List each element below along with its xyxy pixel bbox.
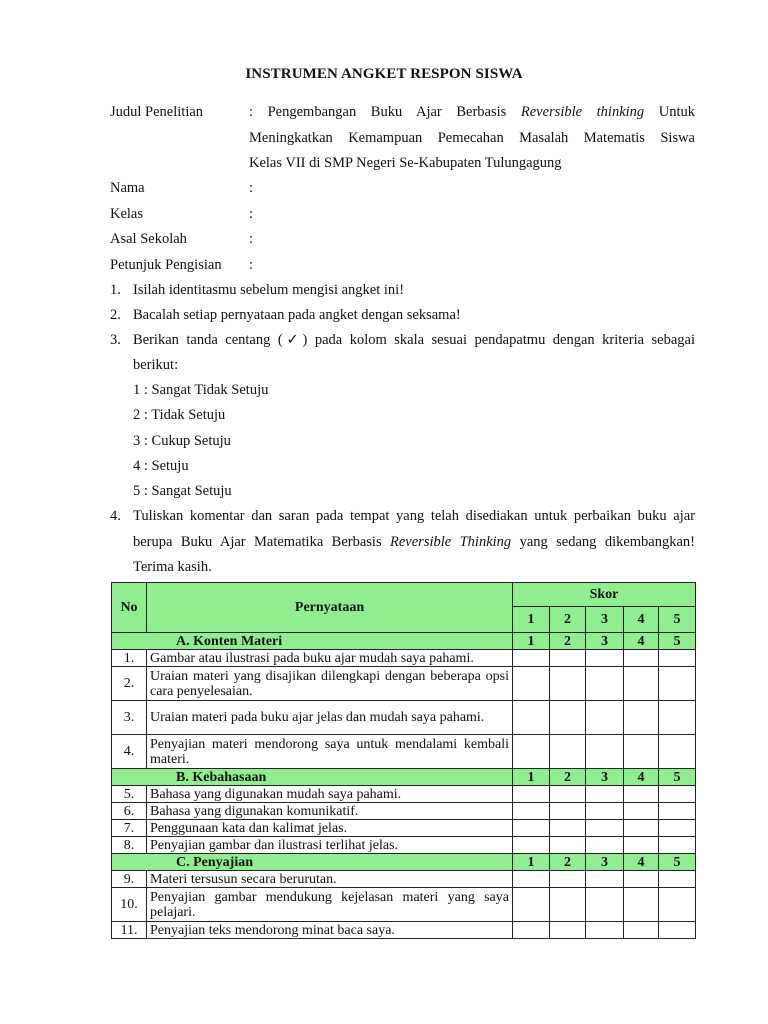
survey-table: [111, 582, 696, 939]
score-cell-5[interactable]: [659, 837, 696, 854]
scale-item-3: 3 : Cukup Setuju: [133, 433, 231, 449]
score-cell-5[interactable]: [659, 888, 696, 922]
table-row: [112, 820, 696, 837]
table-row: [112, 650, 696, 667]
score-cell-1[interactable]: [513, 837, 550, 854]
table-row: [112, 922, 696, 939]
score-cell-4[interactable]: [624, 803, 659, 820]
score-cell-1[interactable]: [513, 701, 550, 735]
score-cell-4[interactable]: [624, 820, 659, 837]
row-statement: Bahasa yang digunakan komunikatif.: [147, 803, 513, 820]
row-number: 5.: [112, 786, 147, 803]
section-c-score-4: 4: [624, 854, 659, 871]
row-statement: Materi tersusun secara berurutan.: [147, 871, 513, 888]
score-cell-3[interactable]: [586, 837, 624, 854]
instruction-2: Bacalah setiap pernyataan pada angket dengan seksama!: [133, 307, 461, 323]
score-cell-4[interactable]: [624, 667, 659, 701]
judul-line-1-pre: : Pengembangan Buku Ajar Berbasis: [249, 104, 507, 120]
score-cell-2[interactable]: [550, 922, 586, 939]
row-statement: Penyajian gambar mendukung kejelasan materi yang saya pelajari.: [147, 888, 513, 922]
section-label-b: B. Kebahasaan: [112, 769, 513, 786]
score-cell-2[interactable]: [550, 803, 586, 820]
score-cell-5[interactable]: [659, 922, 696, 939]
judul-line-1-post: Untuk: [658, 104, 696, 120]
row-number: 4.: [112, 735, 147, 769]
score-cell-3[interactable]: [586, 735, 624, 769]
asal-sekolah-label: Asal Sekolah: [110, 231, 187, 247]
score-cell-2[interactable]: [550, 667, 586, 701]
row-statement: Bahasa yang digunakan mudah saya pahami.: [147, 786, 513, 803]
nama-label: Nama: [110, 180, 145, 196]
score-cell-2[interactable]: [550, 820, 586, 837]
section-b-score-2: 2: [550, 769, 586, 786]
nama-colon: :: [249, 180, 254, 196]
section-row-a: [112, 633, 696, 650]
score-cell-1[interactable]: [513, 820, 550, 837]
table-row: [112, 786, 696, 803]
score-cell-5[interactable]: [659, 650, 696, 667]
scale-item-4: 4 : Setuju: [133, 458, 189, 474]
table-row: [112, 667, 696, 701]
section-c-score-1: 1: [513, 854, 550, 871]
section-label-a: A. Konten Materi: [112, 633, 513, 650]
row-statement: Uraian materi yang disajikan dilengkapi dengan beberapa opsi cara penyelesaian.: [147, 667, 513, 701]
header-score-5: 5: [659, 607, 696, 633]
row-number: 6.: [112, 803, 147, 820]
score-cell-4[interactable]: [624, 650, 659, 667]
header-score-2: 2: [550, 607, 586, 633]
row-statement: Penyajian materi mendorong saya untuk mendalami kembali materi.: [147, 735, 513, 769]
instruction-3-line-2: berikut:: [133, 357, 179, 373]
row-number: 10.: [112, 888, 147, 922]
scale-item-2: 2 : Tidak Setuju: [133, 407, 226, 423]
score-cell-4[interactable]: [624, 735, 659, 769]
instruction-4-line-1: Tuliskan komentar dan saran pada tempat yang telah disediakan untuk perbaikan buku ajar: [133, 508, 695, 524]
section-c-score-3: 3: [586, 854, 624, 871]
asal-sekolah-colon: :: [249, 231, 254, 247]
row-statement: Penyajian teks mendorong minat baca saya.: [147, 922, 513, 939]
score-cell-2[interactable]: [550, 786, 586, 803]
row-number: 7.: [112, 820, 147, 837]
score-cell-5[interactable]: [659, 820, 696, 837]
score-cell-5[interactable]: [659, 803, 696, 820]
score-cell-3[interactable]: [586, 701, 624, 735]
score-cell-4[interactable]: [624, 837, 659, 854]
judul-label: Judul Penelitian: [110, 104, 204, 120]
petunjuk-label: Petunjuk Pengisian: [110, 257, 222, 273]
score-cell-3[interactable]: [586, 803, 624, 820]
score-cell-5[interactable]: [659, 701, 696, 735]
instruction-4-line-2-pre: berupa Buku Ajar Matematika Berbasis: [133, 534, 382, 550]
kelas-label: Kelas: [110, 206, 144, 222]
section-a-score-2: 2: [550, 633, 586, 650]
instruction-number-2: 2.: [110, 307, 121, 323]
row-statement: Penggunaan kata dan kalimat jelas.: [147, 820, 513, 837]
score-cell-4[interactable]: [624, 786, 659, 803]
score-cell-3[interactable]: [586, 871, 624, 888]
section-b-score-1: 1: [513, 769, 550, 786]
row-number: 9.: [112, 871, 147, 888]
header-statement: Pernyataan: [147, 583, 513, 633]
score-cell-2[interactable]: [550, 871, 586, 888]
instruction-4-line-2-post: yang sedang dikembangkan!: [519, 534, 696, 550]
score-cell-5[interactable]: [659, 786, 696, 803]
header-score: Skor: [513, 583, 696, 607]
table-row: [112, 735, 696, 769]
section-b-score-3: 3: [586, 769, 624, 786]
section-b-score-4: 4: [624, 769, 659, 786]
section-b-score-5: 5: [659, 769, 696, 786]
judul-line-2: Meningkatkan Kemampuan Pemecahan Masalah Matematis Siswa: [249, 130, 695, 146]
row-statement: Penyajian gambar dan ilustrasi terlihat jelas.: [147, 837, 513, 854]
section-row-c: [112, 854, 696, 871]
instruction-4-line-2-italic: Reversible Thinking: [390, 534, 512, 550]
row-number: 8.: [112, 837, 147, 854]
header-no: No: [112, 583, 147, 633]
instruction-number-3: 3.: [110, 332, 121, 348]
header-score-1: 1: [513, 607, 550, 633]
instruction-1: Isilah identitasmu sebelum mengisi angket ini!: [133, 282, 405, 298]
score-cell-3[interactable]: [586, 922, 624, 939]
kelas-colon: :: [249, 206, 254, 222]
section-label-c: C. Penyajian: [112, 854, 513, 871]
section-a-score-3: 3: [586, 633, 624, 650]
score-cell-2[interactable]: [550, 701, 586, 735]
document-title: INSTRUMEN ANGKET RESPON SISWA: [245, 66, 523, 82]
section-a-score-4: 4: [624, 633, 659, 650]
scale-item-1: 1 : Sangat Tidak Setuju: [133, 382, 269, 398]
section-a-score-1: 1: [513, 633, 550, 650]
table-row: [112, 871, 696, 888]
table-row: [112, 803, 696, 820]
score-cell-1[interactable]: [513, 888, 550, 922]
score-cell-5[interactable]: [659, 667, 696, 701]
score-cell-1[interactable]: [513, 786, 550, 803]
score-cell-4[interactable]: [624, 888, 659, 922]
table-row: [112, 701, 696, 735]
score-cell-1[interactable]: [513, 667, 550, 701]
instruction-3-line-1: Berikan tanda centang (✓) pada kolom skala sesuai pendapatmu dengan kriteria sebagai: [133, 332, 695, 348]
score-cell-2[interactable]: [550, 735, 586, 769]
score-cell-1[interactable]: [513, 922, 550, 939]
judul-line-3: Kelas VII di SMP Negeri Se-Kabupaten Tulungagung: [249, 155, 562, 171]
instruction-number-4: 4.: [110, 508, 121, 524]
score-cell-2[interactable]: [550, 888, 586, 922]
row-number: 2.: [112, 667, 147, 701]
header-score-3: 3: [586, 607, 624, 633]
table-header-row: [112, 583, 696, 607]
score-cell-3[interactable]: [586, 650, 624, 667]
judul-line-1-italic: Reversible thinking: [520, 104, 645, 120]
instruction-4-line-2: [133, 533, 695, 551]
row-number: 1.: [112, 650, 147, 667]
table-row: [112, 888, 696, 922]
header-score-4: 4: [624, 607, 659, 633]
row-statement: Uraian materi pada buku ajar jelas dan mudah saya pahami.: [147, 701, 513, 735]
scale-item-5: 5 : Sangat Setuju: [133, 483, 232, 499]
score-cell-1[interactable]: [513, 871, 550, 888]
row-number: 11.: [112, 922, 147, 939]
score-cell-1[interactable]: [513, 735, 550, 769]
score-cell-3[interactable]: [586, 888, 624, 922]
section-c-score-5: 5: [659, 854, 696, 871]
instruction-4-line-3: Terima kasih.: [133, 559, 212, 575]
score-cell-2[interactable]: [550, 837, 586, 854]
judul-line-1: [249, 103, 695, 121]
section-row-b: [112, 769, 696, 786]
score-cell-5[interactable]: [659, 735, 696, 769]
score-cell-2[interactable]: [550, 650, 586, 667]
score-cell-4[interactable]: [624, 922, 659, 939]
score-cell-5[interactable]: [659, 871, 696, 888]
score-cell-3[interactable]: [586, 667, 624, 701]
score-cell-3[interactable]: [586, 820, 624, 837]
section-c-score-2: 2: [550, 854, 586, 871]
table-row: [112, 837, 696, 854]
score-cell-4[interactable]: [624, 701, 659, 735]
petunjuk-colon: :: [249, 257, 254, 273]
score-cell-1[interactable]: [513, 803, 550, 820]
score-cell-1[interactable]: [513, 650, 550, 667]
score-cell-4[interactable]: [624, 871, 659, 888]
row-number: 3.: [112, 701, 147, 735]
instruction-number-1: 1.: [110, 282, 121, 298]
row-statement: Gambar atau ilustrasi pada buku ajar mudah saya pahami.: [147, 650, 513, 667]
section-a-score-5: 5: [659, 633, 696, 650]
score-cell-3[interactable]: [586, 786, 624, 803]
